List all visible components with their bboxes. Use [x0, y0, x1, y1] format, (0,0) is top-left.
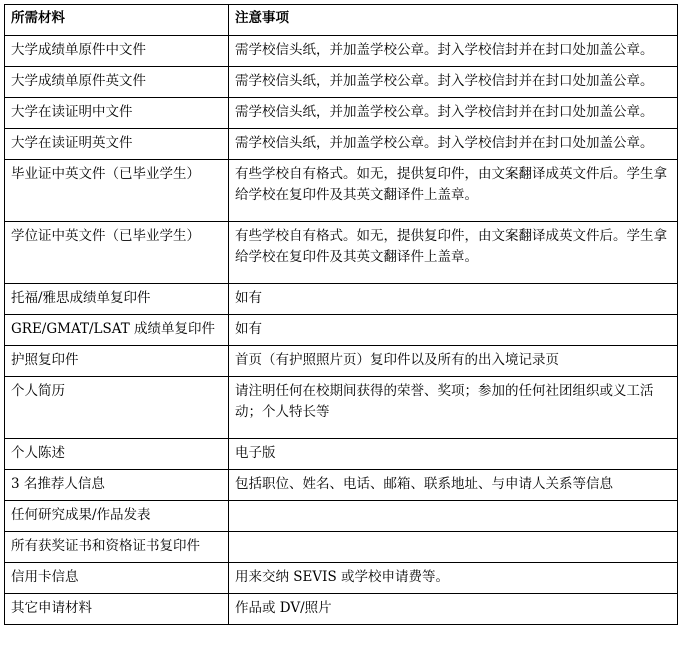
table-row	[5, 160, 678, 222]
note-cell	[229, 532, 678, 563]
material-cell: 个人简历	[5, 377, 229, 439]
note-cell: 如有	[229, 315, 678, 346]
note-cell: 首页（有护照照片页）复印件以及所有的出入境记录页	[229, 346, 678, 377]
table-row	[5, 36, 678, 67]
materials-table	[4, 4, 678, 625]
material-cell: 大学成绩单原件中文件	[5, 36, 229, 67]
table-row	[5, 315, 678, 346]
header-material: 所需材料	[5, 5, 229, 36]
note-cell: 有些学校自有格式。如无，提供复印件，由文案翻译成英文件后。学生拿给学校在复印件及其英文翻译件上盖章。	[229, 160, 678, 222]
material-cell: 护照复印件	[5, 346, 229, 377]
note-cell: 如有	[229, 284, 678, 315]
table-header-row	[5, 5, 678, 36]
note-cell	[229, 501, 678, 532]
header-note: 注意事项	[229, 5, 678, 36]
table-row	[5, 377, 678, 439]
table-row	[5, 346, 678, 377]
table-row	[5, 67, 678, 98]
material-cell: 学位证中英文件（已毕业学生）	[5, 222, 229, 284]
note-cell: 需学校信头纸，并加盖学校公章。封入学校信封并在封口处加盖公章。	[229, 98, 678, 129]
table-row	[5, 563, 678, 594]
material-cell: GRE/GMAT/LSAT 成绩单复印件	[5, 315, 229, 346]
table-row	[5, 594, 678, 625]
note-cell: 需学校信头纸，并加盖学校公章。封入学校信封并在封口处加盖公章。	[229, 36, 678, 67]
material-cell: 所有获奖证书和资格证书复印件	[5, 532, 229, 563]
note-cell: 请注明任何在校期间获得的荣誉、奖项；参加的任何社团组织或义工活动；个人特长等	[229, 377, 678, 439]
material-cell: 毕业证中英文件（已毕业学生）	[5, 160, 229, 222]
material-cell: 大学在读证明英文件	[5, 129, 229, 160]
material-cell: 个人陈述	[5, 439, 229, 470]
table-row	[5, 532, 678, 563]
material-cell: 任何研究成果/作品发表	[5, 501, 229, 532]
table-row	[5, 284, 678, 315]
material-cell: 大学在读证明中文件	[5, 98, 229, 129]
table-row	[5, 98, 678, 129]
table-row	[5, 470, 678, 501]
note-cell: 作品或 DV/照片	[229, 594, 678, 625]
note-cell: 需学校信头纸，并加盖学校公章。封入学校信封并在封口处加盖公章。	[229, 67, 678, 98]
note-cell: 用来交纳 SEVIS 或学校申请费等。	[229, 563, 678, 594]
table-row	[5, 501, 678, 532]
material-cell: 信用卡信息	[5, 563, 229, 594]
material-cell: 3 名推荐人信息	[5, 470, 229, 501]
table-row	[5, 129, 678, 160]
material-cell: 大学成绩单原件英文件	[5, 67, 229, 98]
table-row	[5, 439, 678, 470]
material-cell: 其它申请材料	[5, 594, 229, 625]
note-cell: 需学校信头纸，并加盖学校公章。封入学校信封并在封口处加盖公章。	[229, 129, 678, 160]
note-cell: 电子版	[229, 439, 678, 470]
material-cell: 托福/雅思成绩单复印件	[5, 284, 229, 315]
note-cell: 有些学校自有格式。如无，提供复印件，由文案翻译成英文件后。学生拿给学校在复印件及其英文翻译件上盖章。	[229, 222, 678, 284]
note-cell: 包括职位、姓名、电话、邮箱、联系地址、与申请人关系等信息	[229, 470, 678, 501]
table-row	[5, 222, 678, 284]
